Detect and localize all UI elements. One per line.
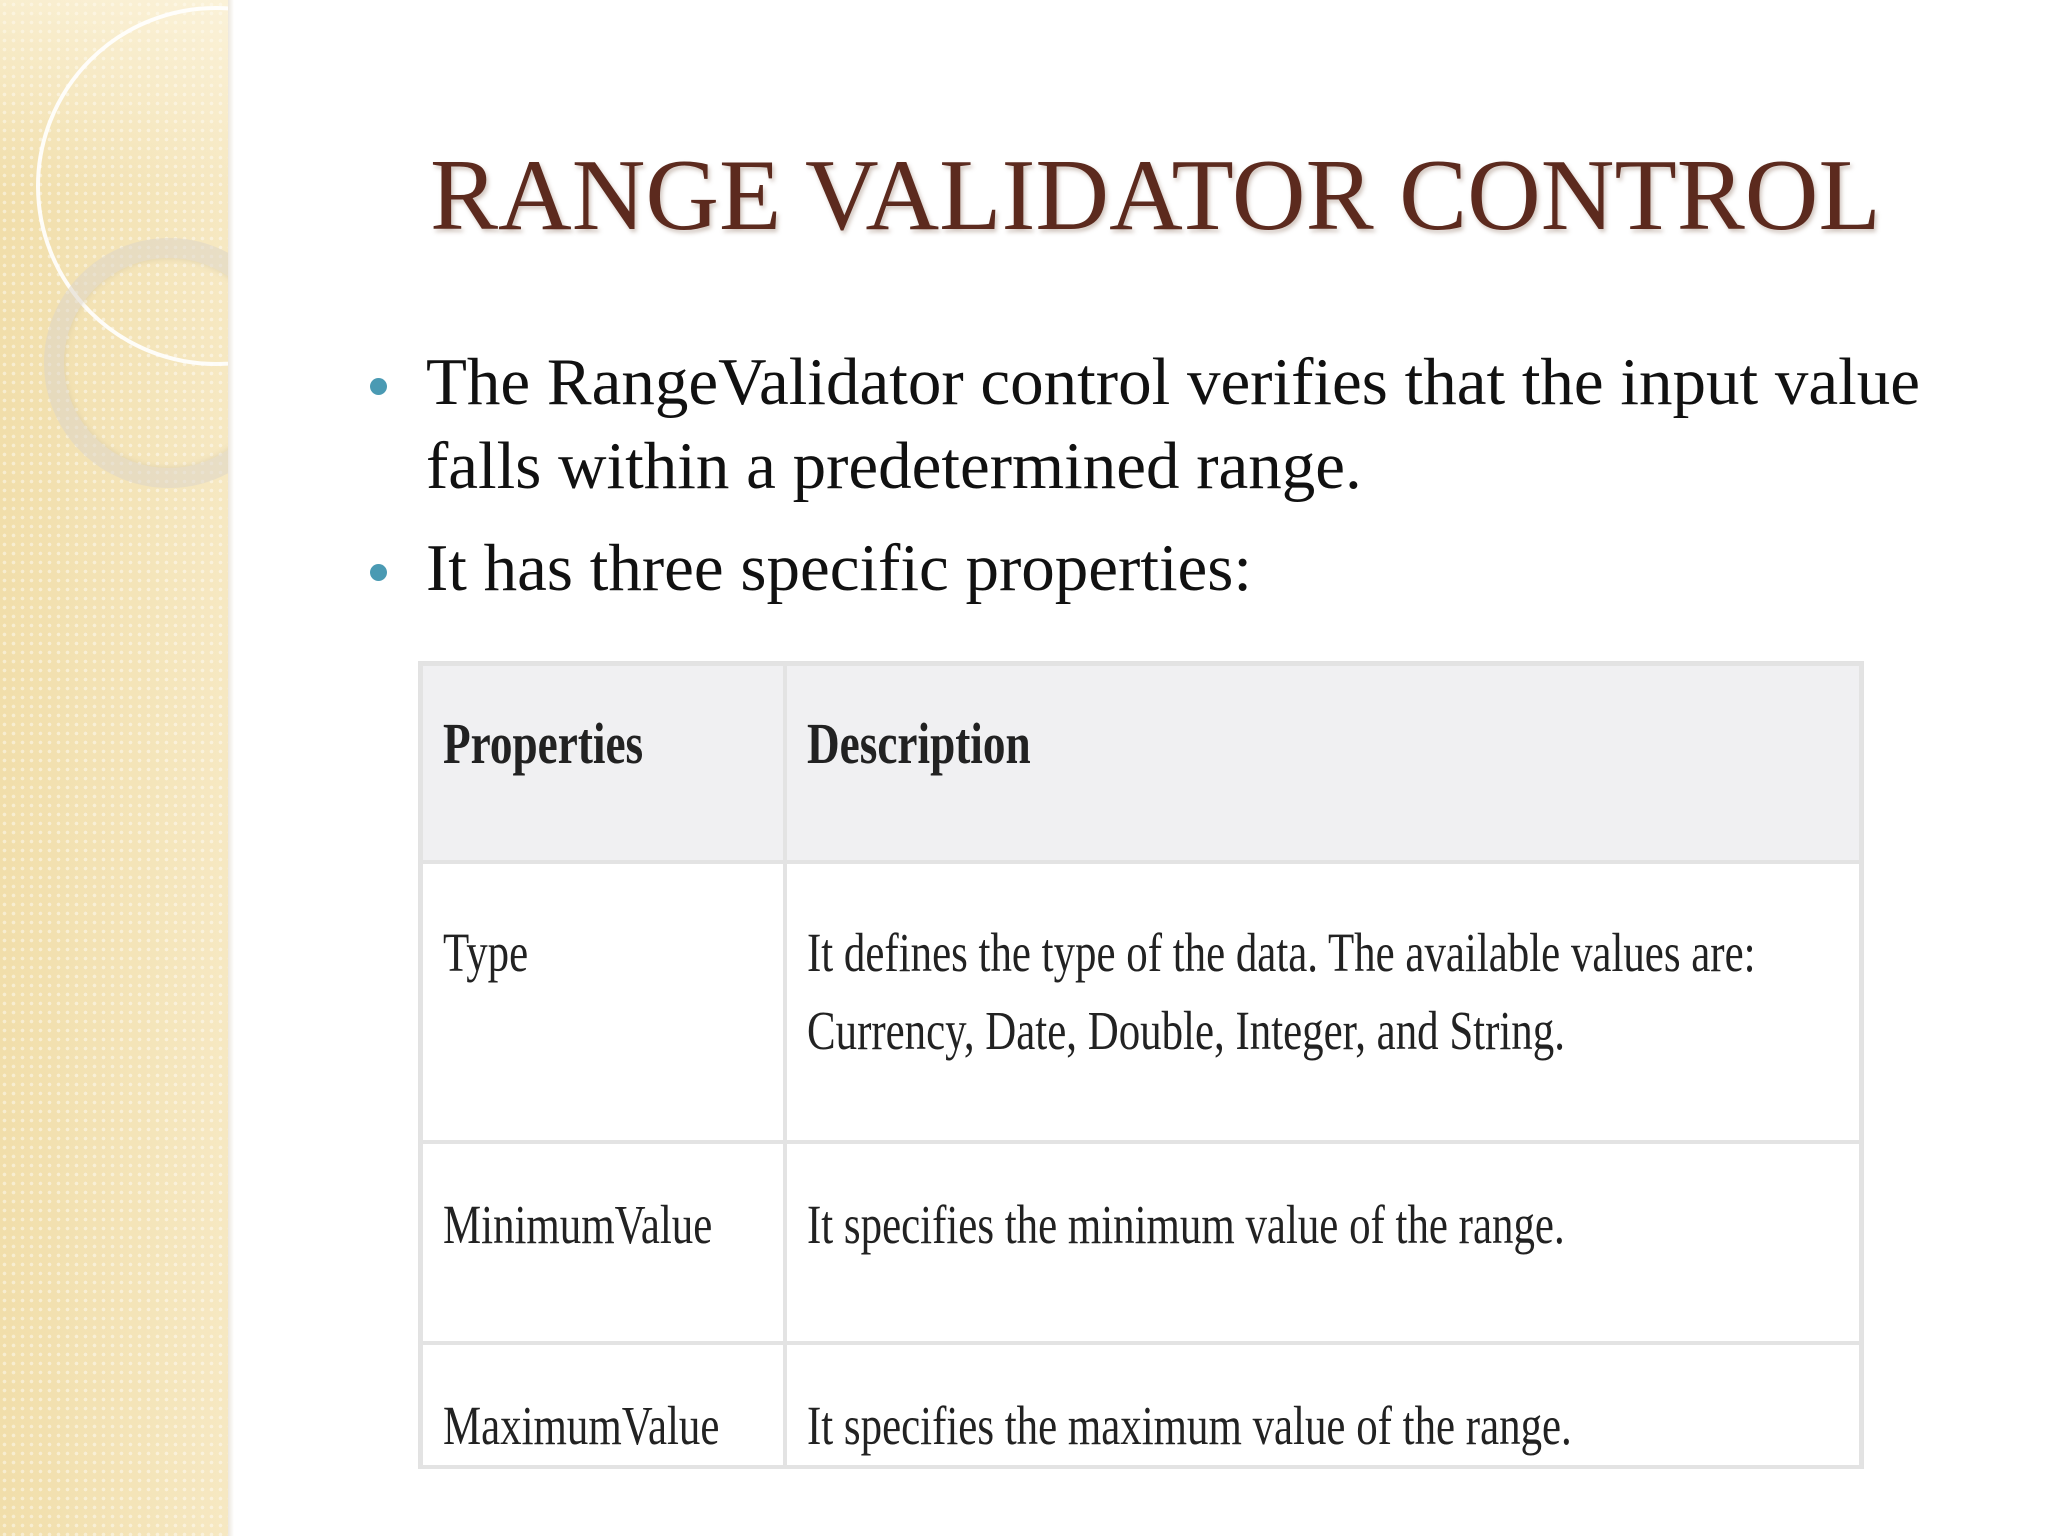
table-row <box>421 1142 1861 1343</box>
table-row <box>421 862 1861 1142</box>
property-cell: Type <box>421 862 785 1142</box>
bullet-list <box>360 340 1920 628</box>
property-cell: MinimumValue <box>421 1142 785 1343</box>
slide-title: RANGE VALIDATOR CONTROL <box>430 139 1881 252</box>
properties-table-grid <box>419 662 1863 1469</box>
description-cell: It specifies the maximum value of the range. <box>785 1343 1861 1467</box>
bullet-item <box>360 526 1920 610</box>
description-cell: It defines the type of the data. The available values are: Currency, Date, Double, Integer, and String. <box>785 862 1861 1142</box>
bullet-text: It has three specific properties: <box>426 531 1252 605</box>
table-row <box>421 1343 1861 1467</box>
bullet-dot-icon <box>370 378 387 395</box>
description-cell: It specifies the minimum value of the range. <box>785 1142 1861 1343</box>
sidebar-edge <box>228 0 234 1536</box>
table-header-row <box>421 664 1861 862</box>
decorative-sidebar <box>0 0 228 1536</box>
bullet-text: The RangeValidator control verifies that the input value falls within a predetermined range. <box>426 345 1920 503</box>
properties-table <box>419 662 1863 1468</box>
bullet-item <box>360 340 1920 508</box>
bullet-dot-icon <box>370 564 387 581</box>
column-header-properties: Properties <box>421 664 785 862</box>
column-header-description: Description <box>785 664 1861 862</box>
property-cell: MaximumValue <box>421 1343 785 1467</box>
